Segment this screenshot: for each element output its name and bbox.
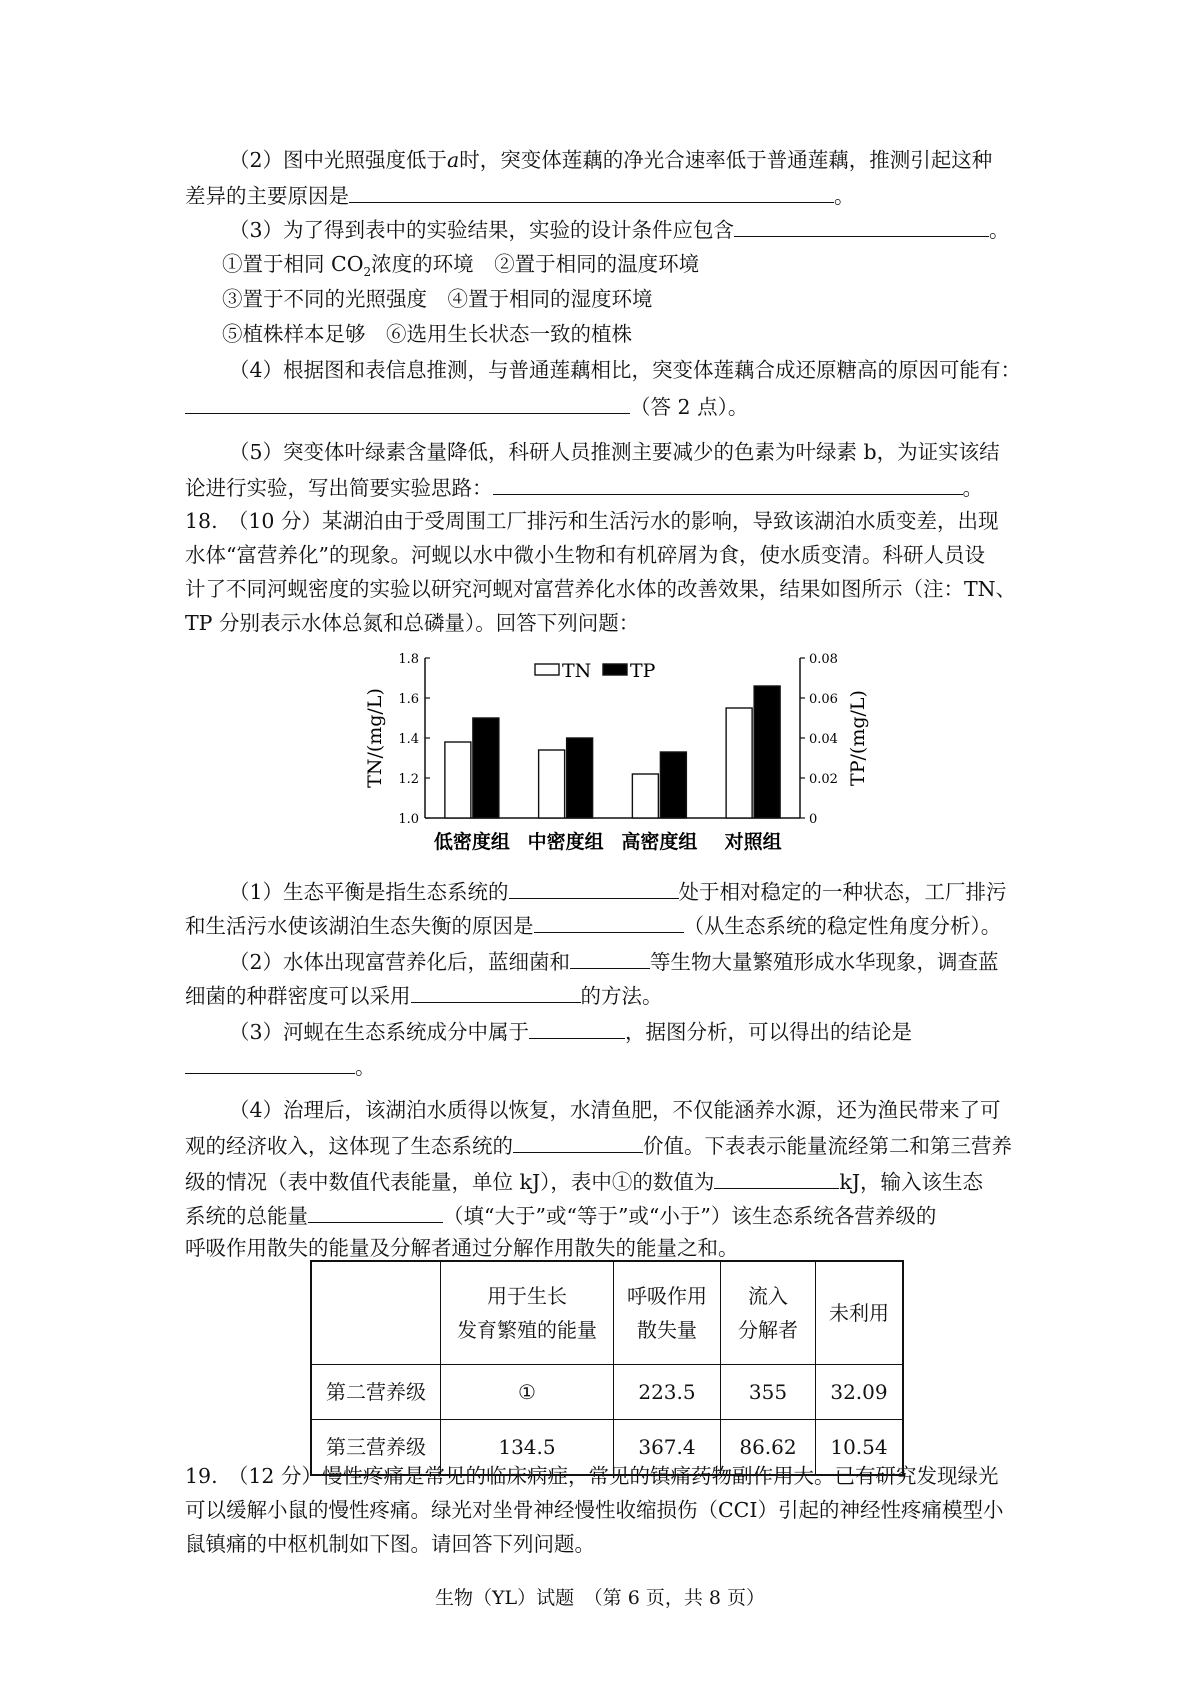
bar-tn: [539, 750, 565, 818]
q18-intro-line1: 18. （10 分）某湖泊由于受周围工厂排污和生活污水的影响，导致该湖泊水质变差，出现: [185, 509, 999, 533]
q17-option-line3: ⑤植株样本足够 ⑥选用生长状态一致的植株: [222, 322, 632, 346]
q17-part4: （4）根据图和表信息推测，与普通莲藕相比，突变体莲藕合成还原糖高的原因可能有：: [229, 358, 1022, 382]
q17-option-line2: ③置于不同的光照强度 ④置于相同的湿度环境: [222, 287, 653, 311]
answer-blank[interactable]: [185, 391, 630, 414]
q18-intro-line4: TP 分别表示水体总氮和总磷量）。回答下列问题：: [185, 611, 640, 635]
bar-tp: [660, 752, 686, 818]
right-tick-label: 0.02: [809, 772, 838, 787]
table-header-cell: 流入 分解者: [721, 1261, 816, 1365]
x-category-label: 低密度组: [433, 831, 510, 853]
table-header-cell: 未利用: [816, 1261, 904, 1365]
answer-blank[interactable]: [493, 472, 963, 495]
table-cell: 223.5: [614, 1365, 721, 1420]
table-cell: 10.54: [816, 1420, 904, 1476]
bar-tn: [632, 774, 658, 818]
y-axis-label: TN/(mg/L): [364, 688, 386, 788]
q18-intro-line2: 水体“富营养化”的现象。河蚬以水中微小生物和有机碎屑为食，使水质变清。科研人员设: [185, 543, 985, 567]
bar-tp: [567, 738, 593, 818]
q18-s4-line4: 系统的总能量 （填“大于”或“等于”或“小于”）该生态系统各营养级的: [185, 1200, 936, 1230]
q17-part2-line1: （2）图中光照强度低于a时，突变体莲藕的净光合速率低于普通莲藕，推测引起这种: [229, 148, 993, 172]
answer-blank[interactable]: [308, 1200, 443, 1223]
q18-s1-line1: （1）生态平衡是指生态系统的 处于相对稳定的一种状态，工厂排污: [229, 876, 1007, 906]
q18-s4-line2: 观的经济收入，这体现了生态系统的 价值。下表表示能量流经第二和第三营养: [185, 1130, 1012, 1160]
table-cell: 第三营养级: [311, 1420, 441, 1476]
q18-s4-line5: 呼吸作用散失的能量及分解者通过分解作用散失的能量之和。: [185, 1236, 739, 1260]
table-cell: 第二营养级: [311, 1365, 441, 1420]
q18-s2-line1: （2）水体出现富营养化后，蓝细菌和 等生物大量繁殖形成水华现象，调查蓝: [229, 946, 999, 976]
answer-blank[interactable]: [349, 180, 834, 203]
answer-blank[interactable]: [734, 214, 989, 237]
q17-part5-line2: 论进行实验，写出简要实验思路： 。: [185, 472, 983, 502]
q17-part2-line2: 差异的主要原因是 。: [185, 180, 855, 210]
q18-s3-line2: 。: [185, 1051, 376, 1081]
answer-blank[interactable]: [411, 980, 581, 1003]
answer-blank[interactable]: [529, 1016, 625, 1039]
q17-part5-line1: （5）突变体叶绿素含量降低，科研人员推测主要减少的色素为叶绿素 b，为证实该结: [229, 440, 1000, 464]
q17-option-line1: ①置于相同 $CO_2$浓度的环境 ②置于相同的温度环境: [222, 252, 700, 280]
q18-s4-line1: （4）治理后，该湖泊水质得以恢复，水清鱼肥，不仅能涵养水源，还为渔民带来了可: [229, 1098, 1001, 1122]
answer-blank[interactable]: [509, 876, 679, 899]
bar-tn: [445, 742, 471, 818]
q19-line1: 19. （12 分）慢性疼痛是常见的临床病症，常见的镇痛药物副作用大。已有研究发现绿光: [185, 1464, 999, 1488]
right-tick-label: 0.08: [809, 652, 838, 667]
answer-blank[interactable]: [570, 946, 650, 969]
legend-swatch-tn: [535, 664, 559, 675]
q19-line2: 可以缓解小鼠的慢性疼痛。绿光对坐骨神经慢性收缩损伤（CCI）引起的神经性疼痛模型小: [185, 1498, 1004, 1522]
q19-line3: 鼠镇痛的中枢机制如下图。请回答下列问题。: [185, 1532, 595, 1556]
q18-s4-line3: 级的情况（表中数值代表能量，单位 kJ），表中①的数值为 kJ，输入该生态: [185, 1166, 983, 1196]
right-tick-label: 0.04: [809, 732, 838, 747]
right-tick-label: 0.06: [809, 692, 838, 707]
table-cell: ①: [441, 1365, 614, 1420]
legend-label-tp: TP: [630, 660, 656, 682]
legend-swatch-tp: [603, 664, 627, 675]
x-category-label: 对照组: [724, 831, 782, 853]
left-tick-label: 1.8: [398, 652, 419, 667]
bar-tp: [754, 686, 780, 818]
left-tick-label: 1.0: [398, 812, 419, 827]
bar-chart-svg: [355, 650, 885, 860]
table-header-cell: 用于生长 发育繁殖的能量: [441, 1261, 614, 1365]
left-tick-label: 1.4: [398, 732, 419, 747]
table-cell: 86.62: [721, 1420, 816, 1476]
bar-tn: [726, 708, 752, 818]
table-row: [311, 1365, 903, 1420]
table-cell: 134.5: [441, 1420, 614, 1476]
q17-part3: （3）为了得到表中的实验结果，实验的设计条件应包含 。: [229, 214, 1010, 244]
left-tick-label: 1.6: [398, 692, 419, 707]
answer-blank[interactable]: [534, 910, 684, 933]
table-cell: 32.09: [816, 1365, 904, 1420]
q17-part4-answer: （答 2 点）。: [185, 391, 748, 421]
table-cell: 355: [721, 1365, 816, 1420]
answer-blank[interactable]: [513, 1130, 643, 1153]
x-category-label: 中密度组: [527, 831, 604, 853]
y-axis-label-right: TP/(mg/L): [847, 690, 869, 786]
answer-blank[interactable]: [714, 1166, 839, 1189]
q18-s2-line2: 细菌的种群密度可以采用 的方法。: [185, 980, 663, 1010]
right-tick-label: 0: [809, 812, 818, 827]
legend-label-tn: TN: [562, 660, 592, 682]
bar-tp: [473, 718, 499, 818]
page-footer: 生物（YL）试题 （第 6 页，共 8 页）: [435, 1587, 765, 1609]
q18-s3-line1: （3）河蚬在生态系统成分中属于 ，据图分析，可以得出的结论是: [229, 1016, 912, 1046]
left-tick-label: 1.2: [398, 772, 419, 787]
q18-intro-line3: 计了不同河蚬密度的实验以研究河蚬对富营养化水体的改善效果，结果如图所示（注：TN、: [185, 577, 1017, 601]
energy-flow-table: [310, 1260, 904, 1476]
table-cell: 367.4: [614, 1420, 721, 1476]
answer-blank[interactable]: [185, 1051, 355, 1074]
tn-tp-bar-chart: [355, 650, 885, 860]
table-header-row: [311, 1261, 903, 1365]
table-header-cell: [311, 1261, 441, 1365]
x-category-label: 高密度组: [621, 831, 698, 853]
q18-s1-line2: 和生活污水使该湖泊生态失衡的原因是 （从生态系统的稳定性角度分析）。: [185, 910, 1001, 940]
table-header-cell: 呼吸作用 散失量: [614, 1261, 721, 1365]
